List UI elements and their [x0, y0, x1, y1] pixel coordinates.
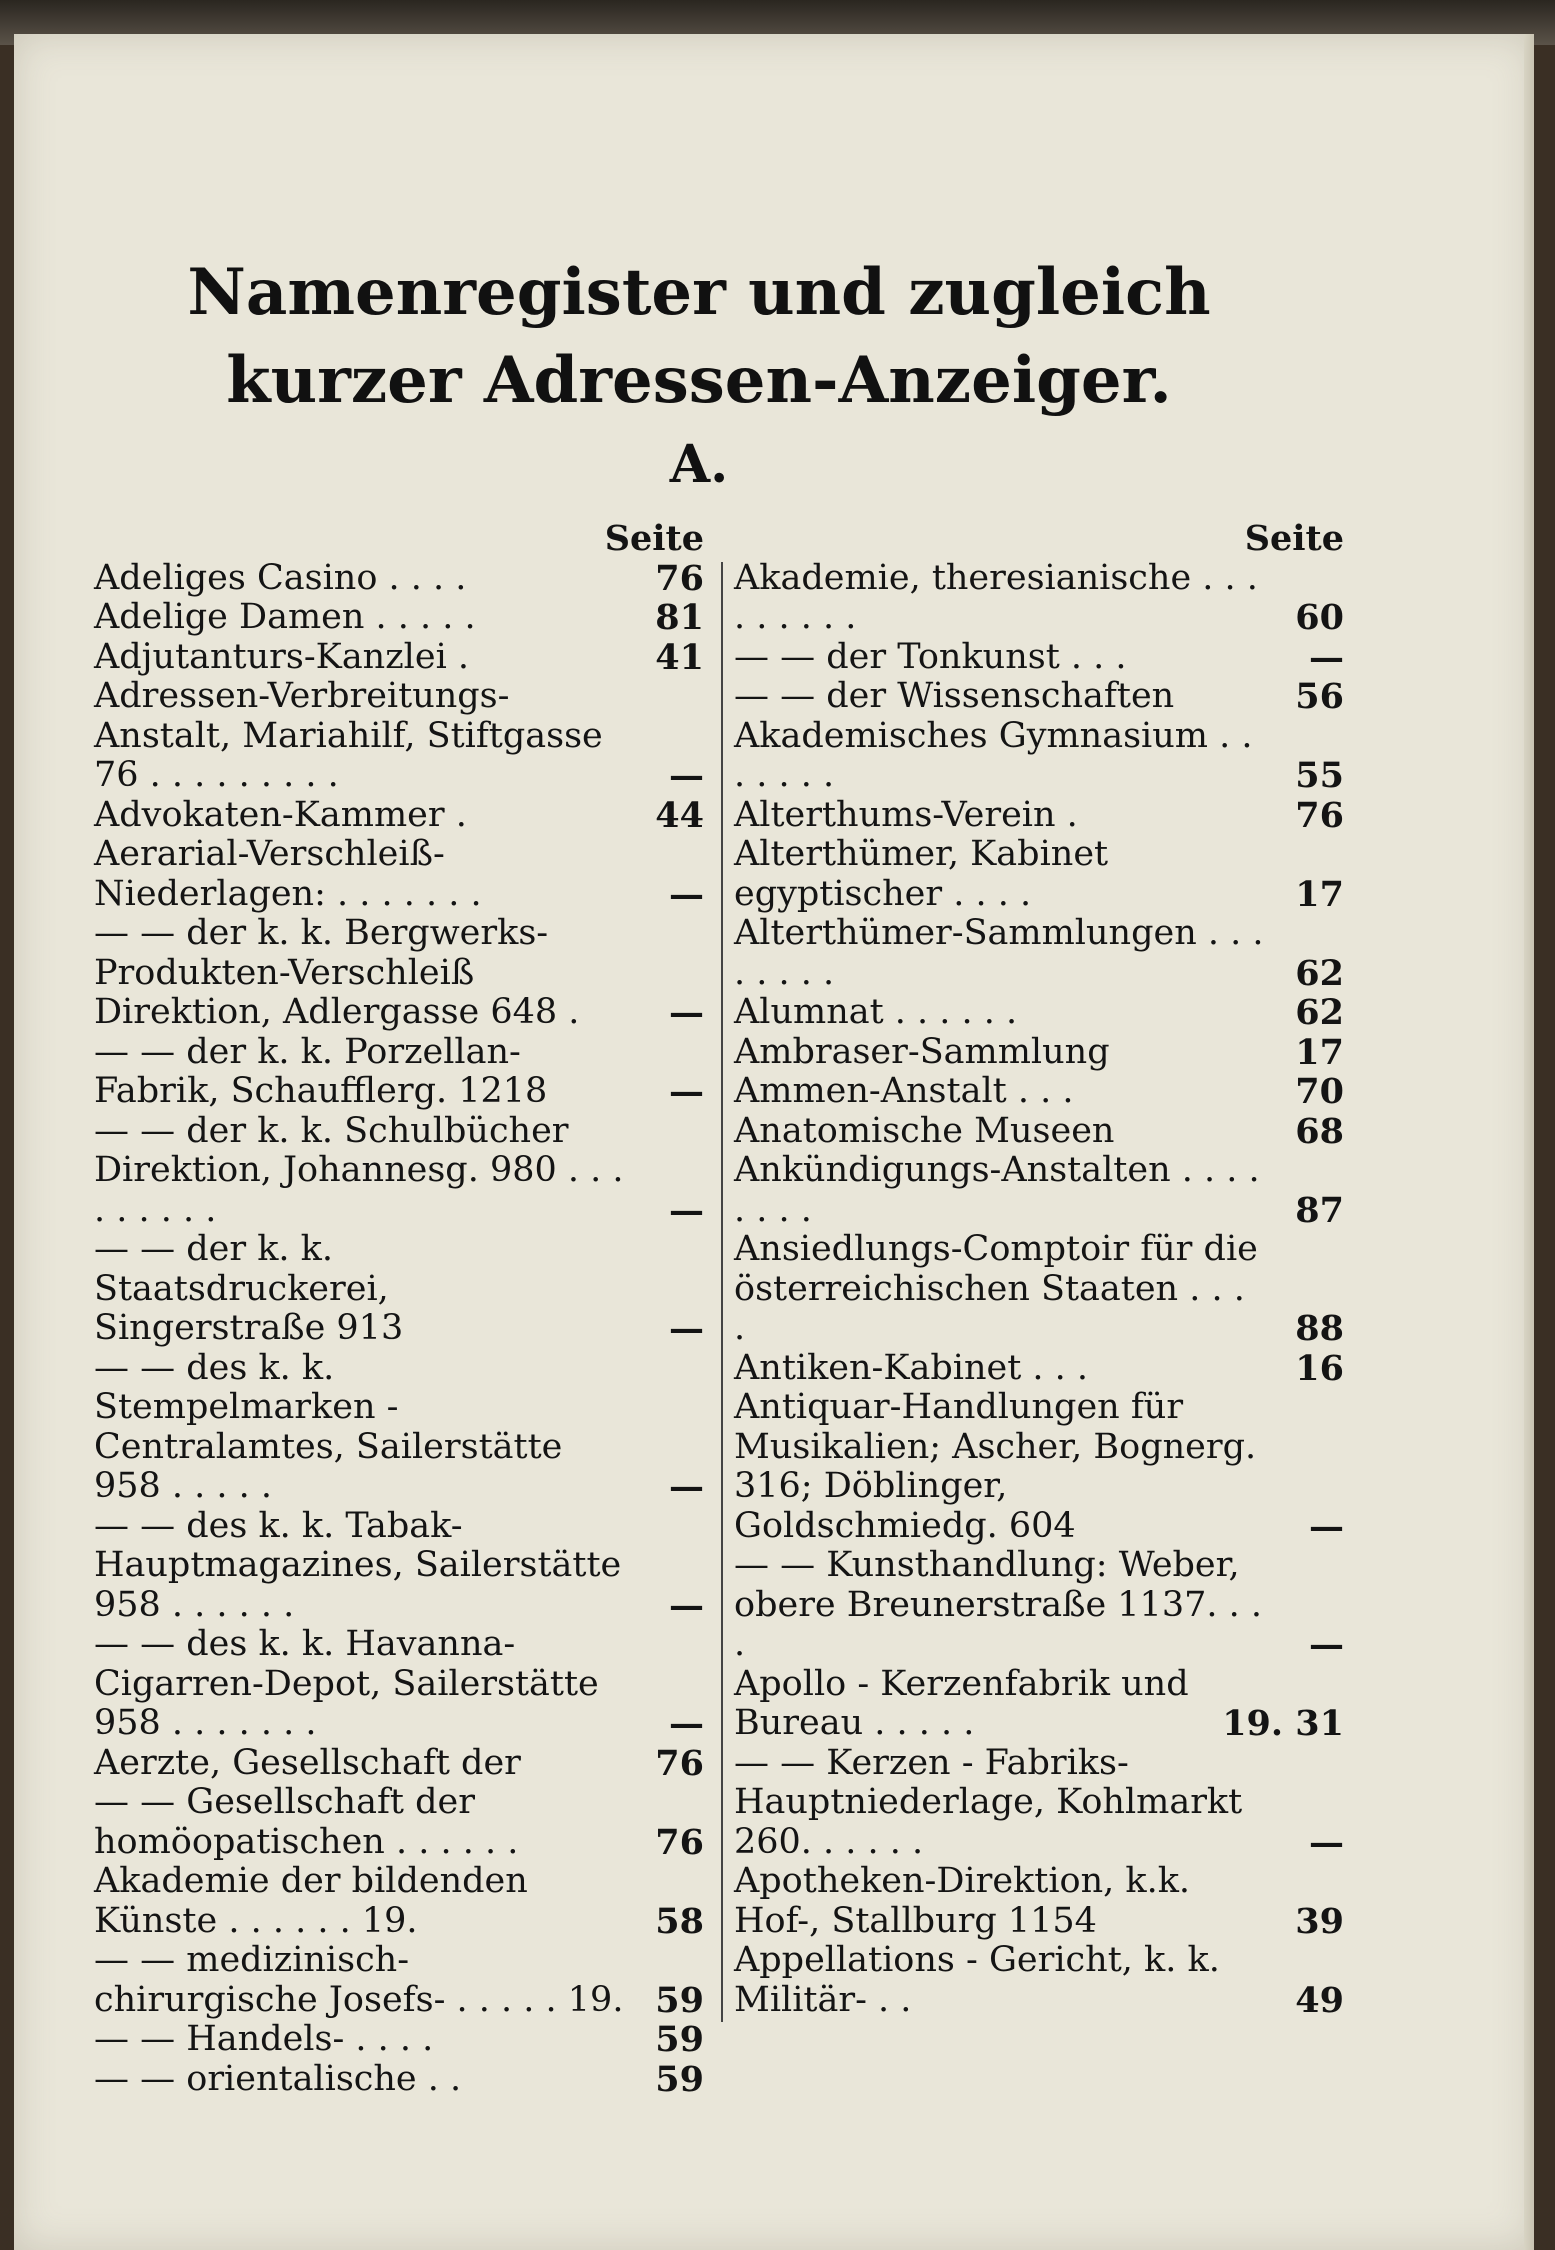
- index-entry: [734, 1388, 1344, 1546]
- index-entry: [94, 1625, 704, 1744]
- entry-page: 76: [655, 557, 704, 599]
- entry-text: — — des k. k. Havanna-Cigarren-Depot, Sailerstätte 958 . . . . . . .: [94, 1624, 599, 1743]
- entry-text: Advokaten-Kammer .: [94, 794, 467, 835]
- index-entry: [94, 2060, 704, 2100]
- index-entry: [734, 559, 1344, 638]
- entry-page: 62: [1295, 952, 1344, 994]
- entry-text: Apotheken-Direktion, k.k. Hof-, Stallburg 1154: [734, 1861, 1191, 1941]
- entry-list: [734, 559, 1344, 2021]
- entry-page: —: [669, 1466, 704, 1507]
- entry-text: Adressen-Verbreitungs-Anstalt, Mariahilf, Stiftgasse 76 . . . . . . . . .: [94, 676, 603, 795]
- entry-page: 16: [1295, 1347, 1344, 1389]
- entry-text: — — Kunsthandlung: Weber, obere Breunerstraße 1137. . . .: [734, 1545, 1262, 1664]
- entry-page: 81: [655, 597, 704, 638]
- entry-text: Antiken-Kabinet . . .: [734, 1347, 1089, 1388]
- book-page: [14, 34, 1534, 2250]
- entry-text: Adjutanturs-Kanzlei .: [94, 636, 470, 677]
- index-entry: [94, 677, 704, 796]
- column-divider: [721, 562, 723, 2022]
- entry-text: — — medizinisch-chirurgische Josefs- . . . . . 19.: [94, 1940, 624, 2020]
- entry-page: 49: [1295, 1979, 1344, 2021]
- entry-page: 88: [1295, 1308, 1344, 1349]
- index-entry: [734, 993, 1344, 1033]
- index-entry: [734, 1349, 1344, 1389]
- entry-text: Alterthümer-Sammlungen . . . . . . . .: [734, 913, 1264, 993]
- entry-page: 70: [1295, 1071, 1344, 1112]
- index-entry: [94, 1941, 704, 2020]
- index-entry: [734, 1230, 1344, 1349]
- entry-page: —: [669, 1308, 704, 1349]
- entry-page: 56: [1295, 676, 1344, 717]
- index-entry: [734, 1941, 1344, 2020]
- index-entry: [734, 914, 1344, 993]
- entry-text: Anatomische Museen: [734, 1110, 1115, 1151]
- entry-page: 41: [655, 636, 704, 678]
- entry-text: — — Kerzen - Fabriks-Hauptniederlage, Kohlmarkt 260. . . . . .: [734, 1742, 1243, 1862]
- entry-text: — — Handels- . . . .: [94, 2019, 434, 2059]
- entry-text: — — der Wissenschaften: [734, 676, 1175, 716]
- entry-page: 58: [655, 1900, 704, 1942]
- index-entry: [94, 1033, 704, 1112]
- index-entry: [94, 1744, 704, 1784]
- entry-text: Aerzte, Gesellschaft der: [94, 1742, 521, 1783]
- entry-page: 39: [1295, 1900, 1344, 1942]
- left-column: [94, 519, 704, 2099]
- right-column: [734, 519, 1344, 2020]
- index-entry: [94, 835, 704, 914]
- index-entry: [94, 559, 704, 599]
- entry-text: Akademie, theresianische . . . . . . . . .: [734, 557, 1258, 637]
- entry-text: — — des k. k. Tabak-Hauptmagazines, Sailerstätte 958 . . . . . .: [94, 1505, 622, 1625]
- entry-page: —: [1309, 1624, 1344, 1665]
- index-entry: [94, 914, 704, 1033]
- page-column-header: Seite: [1244, 518, 1344, 559]
- index-entry: [734, 1151, 1344, 1230]
- entry-text: Ambraser-Sammlung: [734, 1031, 1110, 1072]
- index-entry: [734, 1862, 1344, 1941]
- entry-text: — — des k. k. Stempelmarken - Centralamtes, Sailerstätte 958 . . . . .: [94, 1347, 563, 1506]
- entry-text: Adeliges Casino . . . .: [94, 557, 467, 598]
- entry-text: Akademisches Gymnasium . . . . . . .: [734, 715, 1253, 795]
- entry-page: —: [669, 1584, 704, 1626]
- entry-text: Akademie der bildenden Künste . . . . . . 19.: [94, 1861, 528, 1941]
- index-entry: [734, 1546, 1344, 1665]
- entry-text: — — der k. k. Staatsdruckerei, Singerstraße 913: [94, 1229, 404, 1348]
- entry-text: Antiquar-Handlungen für Musikalien; Ascher, Bognerg. 316; Döblinger, Goldschmiedg. 604: [734, 1387, 1257, 1546]
- entry-text: Alterthums-Verein .: [734, 794, 1078, 835]
- entry-text: — — der k. k. Bergwerks-Produkten-Verschleiß Direktion, Adlergasse 648 .: [94, 913, 580, 1032]
- entry-page: 59: [655, 2058, 704, 2100]
- entry-page: 17: [1295, 1031, 1344, 1073]
- entry-page: 44: [655, 794, 704, 836]
- entry-page: —: [1309, 1821, 1344, 1863]
- entry-page: 55: [1295, 755, 1344, 796]
- index-entry: [94, 598, 704, 638]
- entry-page: —: [669, 1071, 704, 1112]
- entry-page: 19. 31: [1222, 1703, 1344, 1744]
- entry-text: — — der k. k. Schulbücher Direktion, Johannesg. 980 . . . . . . . . .: [94, 1110, 624, 1230]
- page-title: Namenregister und zugleich kurzer Adressen-Anzeiger.: [187, 255, 1211, 418]
- index-entry: [94, 796, 704, 836]
- entry-text: — — der k. k. Porzellan-Fabrik, Schaufflerg. 1218: [94, 1031, 548, 1111]
- entry-page: —: [1309, 1505, 1344, 1547]
- entry-page: 76: [1295, 794, 1344, 836]
- index-entry: [734, 677, 1344, 717]
- section-letter: A.: [669, 434, 729, 495]
- entry-text: Appellations - Gericht, k. k. Militär- . .: [734, 1940, 1220, 2020]
- index-entry: [734, 1072, 1344, 1112]
- index-entry: [734, 638, 1344, 678]
- entry-text: Ammen-Anstalt . . .: [734, 1071, 1074, 1111]
- index-entry: [94, 1230, 704, 1349]
- entry-text: Ankündigungs-Anstalten . . . . . . . .: [734, 1150, 1260, 1230]
- entry-text: Alumnat . . . . . .: [734, 992, 1018, 1032]
- entry-page: 68: [1295, 1110, 1344, 1152]
- entry-page: 59: [655, 2019, 704, 2060]
- page-edge: [1524, 34, 1534, 2250]
- entry-text: — — der Tonkunst . . .: [734, 636, 1127, 677]
- index-entry: [734, 717, 1344, 796]
- entry-text: Aerarial-Verschleiß-Niederlagen: . . . . . . .: [94, 834, 482, 914]
- entry-page: 76: [655, 1821, 704, 1863]
- entry-page: 87: [1295, 1189, 1344, 1231]
- index-entry: [734, 1744, 1344, 1863]
- entry-page: 76: [655, 1742, 704, 1784]
- entry-text: Alterthümer, Kabinet egyptischer . . . .: [734, 834, 1109, 914]
- entry-page: —: [669, 755, 704, 796]
- entry-text: Ansiedlungs-Comptoir für die österreichischen Staaten . . . .: [734, 1229, 1258, 1348]
- entry-text: Apollo - Kerzenfabrik und Bureau . . . . .: [734, 1663, 1189, 1743]
- entry-page: 62: [1295, 992, 1344, 1033]
- index-entry: [94, 1783, 704, 1862]
- index-entry: [94, 1862, 704, 1941]
- index-entry: [94, 2020, 704, 2060]
- entry-page: 59: [655, 1979, 704, 2021]
- index-entry: [734, 835, 1344, 914]
- entry-page: —: [669, 1703, 704, 1744]
- entry-text: — — Gesellschaft der homöopatischen . . . . . .: [94, 1782, 519, 1862]
- entry-page: —: [1309, 636, 1344, 678]
- entry-text: Adelige Damen . . . . .: [94, 597, 476, 637]
- entry-page: —: [669, 873, 704, 915]
- index-entry: [734, 1665, 1344, 1744]
- index-entry: [734, 796, 1344, 836]
- page-column-header: Seite: [604, 518, 704, 559]
- index-entry: [734, 1112, 1344, 1152]
- entry-text: — — orientalische . .: [94, 2058, 462, 2099]
- entry-list: [94, 559, 704, 2100]
- entry-page: 60: [1295, 597, 1344, 638]
- index-entry: [94, 1507, 704, 1626]
- index-entry: [94, 1112, 704, 1231]
- entry-page: —: [669, 1189, 704, 1231]
- entry-page: —: [669, 992, 704, 1033]
- entry-page: 17: [1295, 873, 1344, 915]
- index-entry: [94, 638, 704, 678]
- index-entry: [94, 1349, 704, 1507]
- index-entry: [734, 1033, 1344, 1073]
